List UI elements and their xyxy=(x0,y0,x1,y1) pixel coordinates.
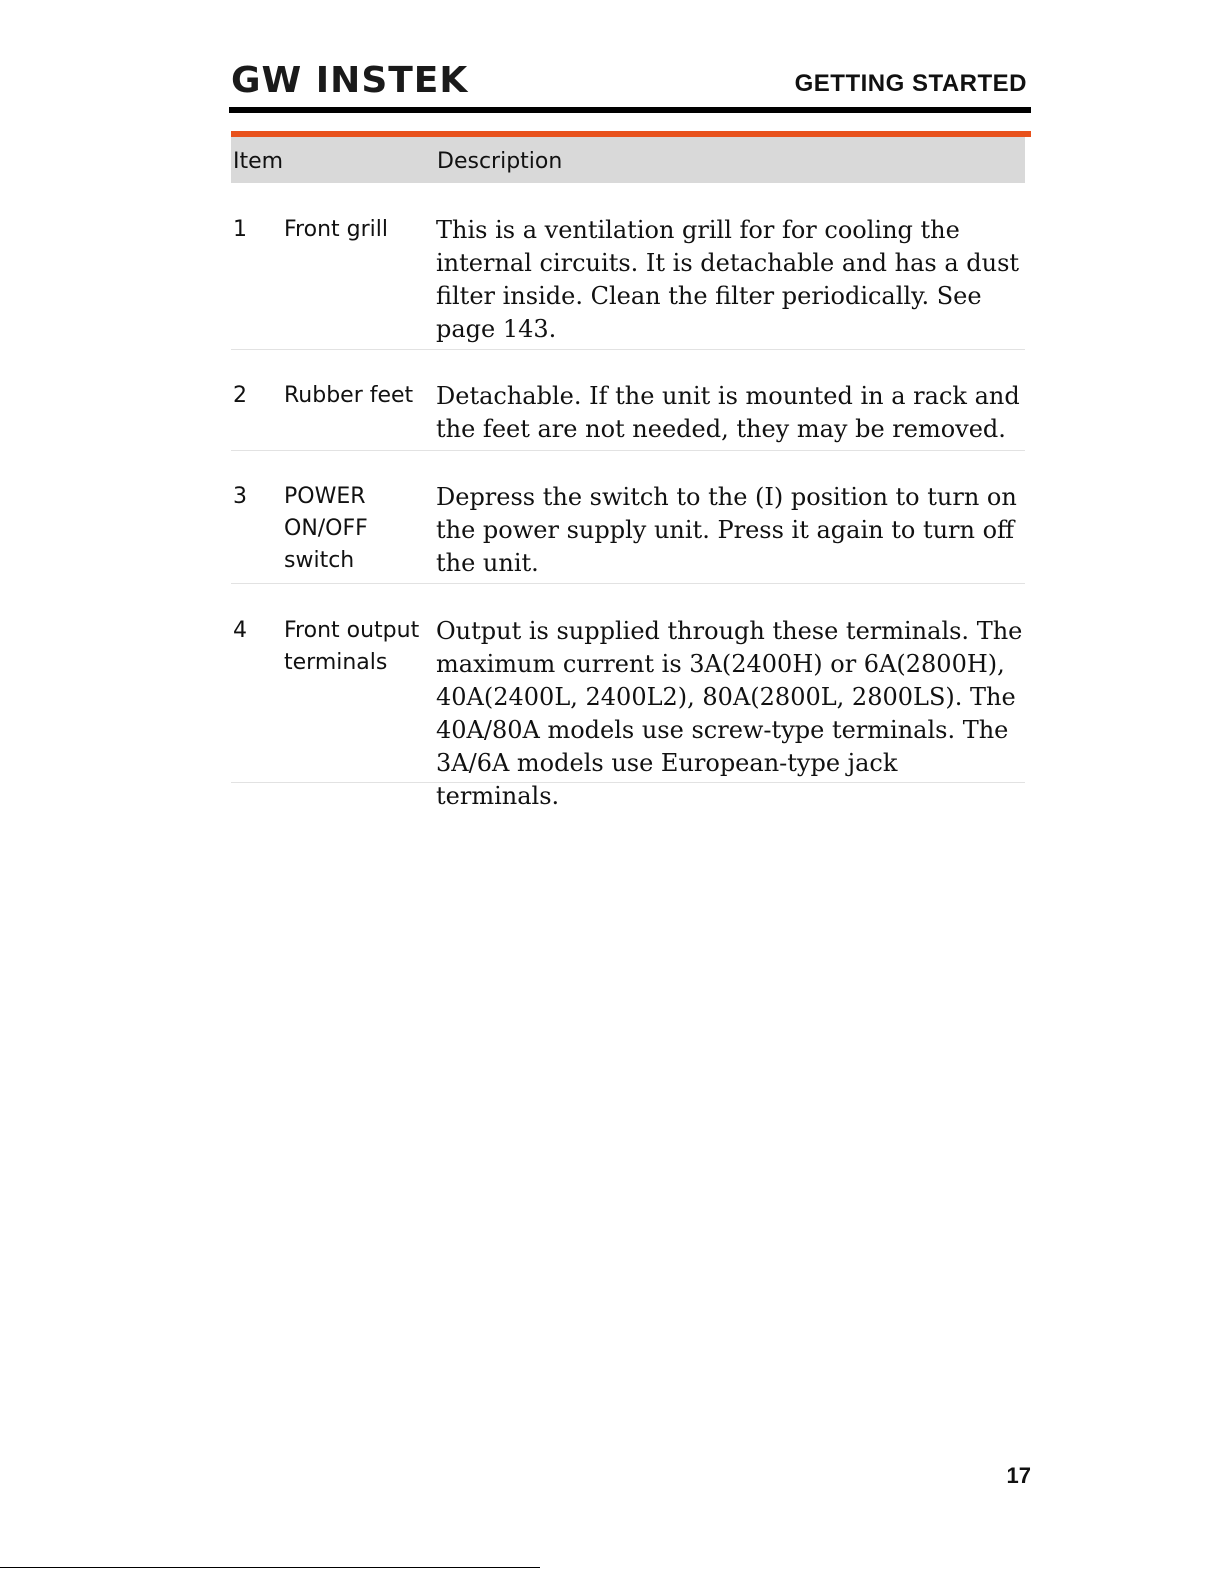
row-description: Depress the switch to the (I) position to turn on the power supply unit. Press it again to turn off the unit. xyxy=(436,483,1017,577)
row-description: Output is supplied through these terminals. The maximum current is 3A(2400H) or 6A(2800H), 40A(2400L, 2400L2), 80A(2800L, 2800LS). The 40A/80A models use screw-type terminals. The 3A/6A models use European-type jack terminals. xyxy=(436,617,1023,810)
section-title: GETTING STARTED xyxy=(794,70,1027,97)
column-header-item: Item xyxy=(233,149,284,174)
page-number: 17 xyxy=(1006,1463,1031,1488)
row-item-name: Front output terminals xyxy=(284,618,420,675)
row-description: Detachable. If the unit is mounted in a rack and the feet are not needed, they may be removed. xyxy=(436,382,1020,443)
table-row xyxy=(231,380,1025,451)
row-number: 4 xyxy=(233,618,247,643)
gw-instek-logo: GW INSTEK xyxy=(231,59,469,101)
table-row xyxy=(231,214,1025,350)
table-row xyxy=(231,615,1025,810)
column-header-description: Description xyxy=(437,149,563,174)
row-item-name: Front grill xyxy=(284,217,388,242)
table-row xyxy=(231,481,1025,584)
row-description: This is a ventilation grill for for cooling the internal circuits. It is detachable and has a dust filter inside. Clean the filter periodically. See page 143. xyxy=(436,216,1020,343)
row-item-name: Rubber feet xyxy=(284,383,414,408)
bottom-rule xyxy=(0,1567,540,1568)
row-item-name: POWER ON/OFF switch xyxy=(284,484,368,573)
row-number: 1 xyxy=(233,217,247,242)
row-number: 2 xyxy=(233,383,247,408)
row-number: 3 xyxy=(233,484,247,509)
header-rule xyxy=(229,107,1031,113)
table-header xyxy=(231,137,1025,183)
